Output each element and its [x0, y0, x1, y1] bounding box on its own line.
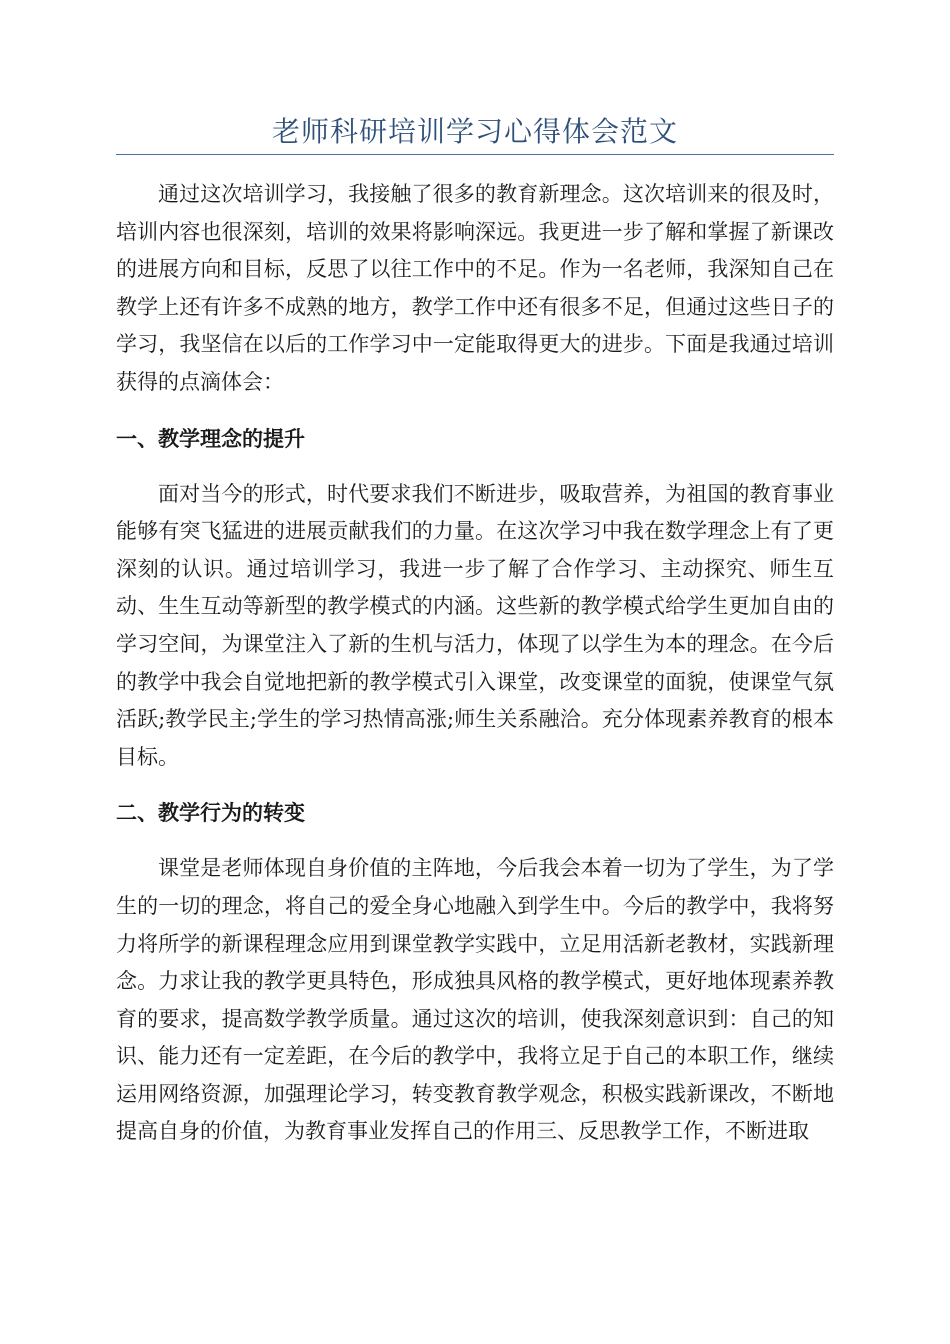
- document-title: 老师科研培训学习心得体会范文: [271, 115, 678, 148]
- section-heading-1: 一、教学理念的提升: [116, 426, 305, 451]
- document-body: [116, 176, 834, 1151]
- section-paragraph-2: 课堂是老师体现自身价值的主阵地，今后我会本着一切为了学生，为了学生的一切的理念，将自己的爱全身心地融入到学生中。今后的教学中，我将努力将所学的新课程理念应用到课堂教学实践中，立足用活新老教材，实践新理念。力求让我的教学更具特色，形成独具风格的教学模式，更好地体现素养教育的要求，提高数学教学质量。通过这次的培训，使我深刻意识到：自己的知识、能力还有一定差距，在今后的教学中，我将立足于自己的本职工作，继续运用网络资源，加强理论学习，转变教育教学观念，积极实践新课改，不断地提高自身的价值，为教育事业发挥自己的作用三、反思教学工作，不断进取: [116, 856, 834, 1144]
- section-paragraph-1: 面对当今的形式，时代要求我们不断进步，吸取营养，为祖国的教育事业能够有突飞猛进的进展贡献我们的力量。在这次学习中我在数学理念上有了更深刻的认识。通过培训学习，我进一步了解了合作学习、主动探究、师生互动、生生互动等新型的教学模式的内涵。这些新的教学模式给学生更加自由的学习空间，为课堂注入了新的生机与活力，体现了以学生为本的理念。在今后的教学中我会自觉地把新的教学模式引入课堂，改变课堂的面貌，使课堂气氛活跃;教学民主;学生的学习热情高涨;师生关系融洽。充分体现素养教育的根本目标。: [116, 481, 834, 769]
- section-heading-2: 二、教学行为的转变: [116, 801, 305, 826]
- title-underline: [116, 154, 834, 155]
- intro-paragraph: 通过这次培训学习，我接触了很多的教育新理念。这次培训来的很及时，培训内容也很深刻，培训的效果将影响深远。我更进一步了解和掌握了新课改的进展方向和目标，反思了以往工作中的不足。作为一名老师，我深知自己在教学上还有许多不成熟的地方，教学工作中还有很多不足，但通过这些日子的学习，我坚信在以后的工作学习中一定能取得更大的进步。下面是我通过培训获得的点滴体会：: [116, 182, 834, 394]
